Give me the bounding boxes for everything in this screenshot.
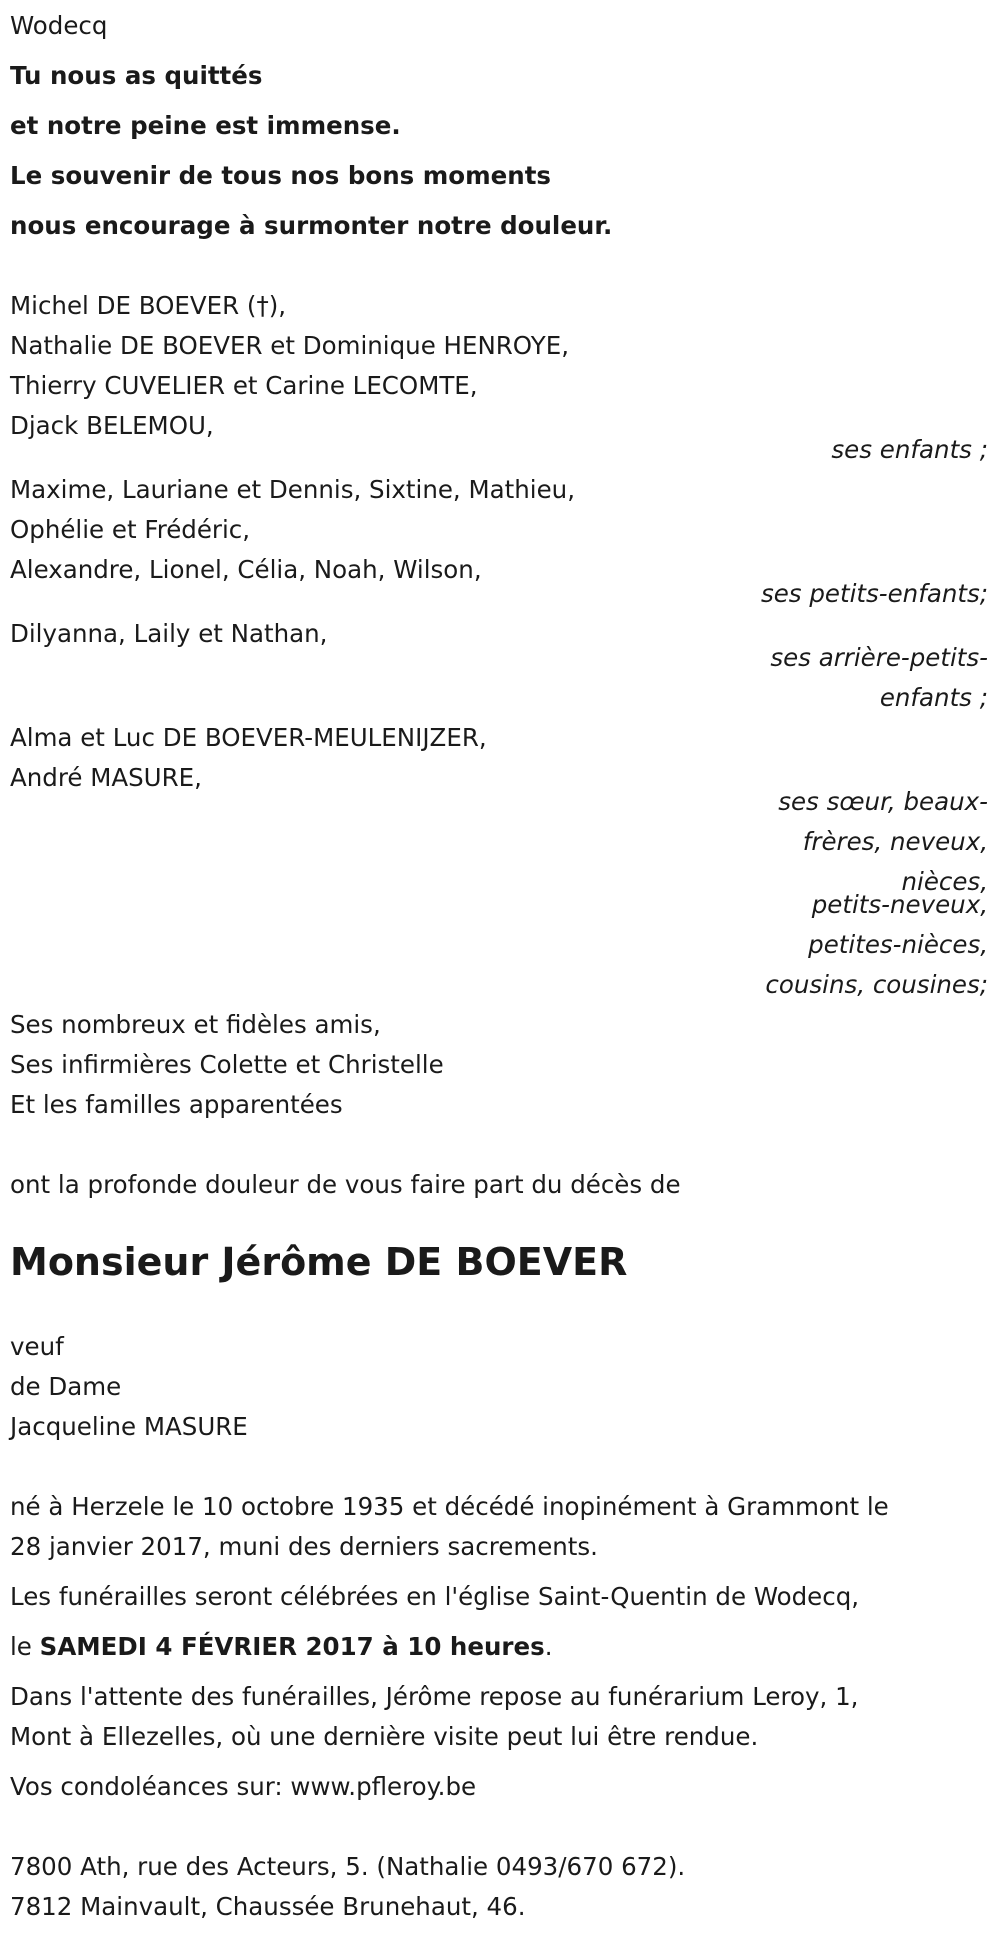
family-member: Ophélie et Frédéric, <box>10 515 251 544</box>
funeral-line: Les funérailles seront célébrées en l'église Saint-Quentin de Wodecq, <box>10 1582 860 1611</box>
birth-death-line: 28 janvier 2017, muni des derniers sacrements. <box>10 1532 598 1561</box>
relation-label: ses enfants ; <box>831 435 988 464</box>
relation-label: cousins, cousines; <box>765 970 988 999</box>
relation-label: petites-nièces, <box>808 930 988 959</box>
funeral-date-line <box>10 1632 553 1661</box>
relation-label: enfants ; <box>879 683 988 712</box>
family-member: Nathalie DE BOEVER et Dominique HENROYE, <box>10 331 569 360</box>
poem-line: et notre peine est immense. <box>10 111 401 140</box>
relation-label: ses arrière-petits- <box>770 643 988 672</box>
family-member: Dilyanna, Laily et Nathan, <box>10 619 328 648</box>
funeral-date-prefix: le <box>10 1632 40 1661</box>
announcement-text: ont la profonde douleur de vous faire part du décès de <box>10 1170 681 1199</box>
poem-line: Tu nous as quittés <box>10 61 263 90</box>
family-member: Alexandre, Lionel, Célia, Noah, Wilson, <box>10 555 482 584</box>
relation-label: ses petits-enfants; <box>760 579 988 608</box>
birth-death-line: né à Herzele le 10 octobre 1935 et décédé inopinément à Grammont le <box>10 1492 889 1521</box>
repose-line: Dans l'attente des funérailles, Jérôme repose au funérarium Leroy, 1, <box>10 1682 859 1711</box>
relation-label: nièces, <box>901 867 988 896</box>
deceased-name: Monsieur Jérôme DE BOEVER <box>10 1240 628 1284</box>
widower-line: veuf <box>10 1332 64 1361</box>
family-member: Ses infirmières Colette et Christelle <box>10 1050 444 1079</box>
family-member: Et les familles apparentées <box>10 1090 343 1119</box>
address-line: 7800 Ath, rue des Acteurs, 5. (Nathalie 0493/670 672). <box>10 1852 686 1881</box>
family-member: Michel DE BOEVER (†), <box>10 291 287 320</box>
family-member: Maxime, Lauriane et Dennis, Sixtine, Mathieu, <box>10 475 575 504</box>
widower-line: Jacqueline MASURE <box>10 1412 248 1441</box>
repose-line: Mont à Ellezelles, où une dernière visite peut lui être rendue. <box>10 1722 759 1751</box>
funeral-date-suffix: . <box>544 1632 553 1661</box>
address-line: 7812 Mainvault, Chaussée Brunehaut, 46. <box>10 1892 526 1921</box>
family-member: Djack BELEMOU, <box>10 411 214 440</box>
funeral-date: SAMEDI 4 FÉVRIER 2017 à 10 heures <box>39 1632 545 1661</box>
relation-label: ses sœur, beaux- <box>778 787 988 816</box>
family-member: Ses nombreux et fidèles amis, <box>10 1010 381 1039</box>
poem-line: nous encourage à surmonter notre douleur. <box>10 211 613 240</box>
family-member: Thierry CUVELIER et Carine LECOMTE, <box>10 371 478 400</box>
family-member: Alma et Luc DE BOEVER-MEULENIJZER, <box>10 723 487 752</box>
relation-label: petits-neveux, <box>811 890 988 919</box>
relation-label: frères, neveux, <box>802 827 988 856</box>
poem-line: Le souvenir de tous nos bons moments <box>10 161 551 190</box>
family-member: André MASURE, <box>10 763 202 792</box>
widower-line: de Dame <box>10 1372 122 1401</box>
place-name: Wodecq <box>10 11 108 40</box>
condolences-line: Vos condoléances sur: www.pfleroy.be <box>10 1772 477 1801</box>
